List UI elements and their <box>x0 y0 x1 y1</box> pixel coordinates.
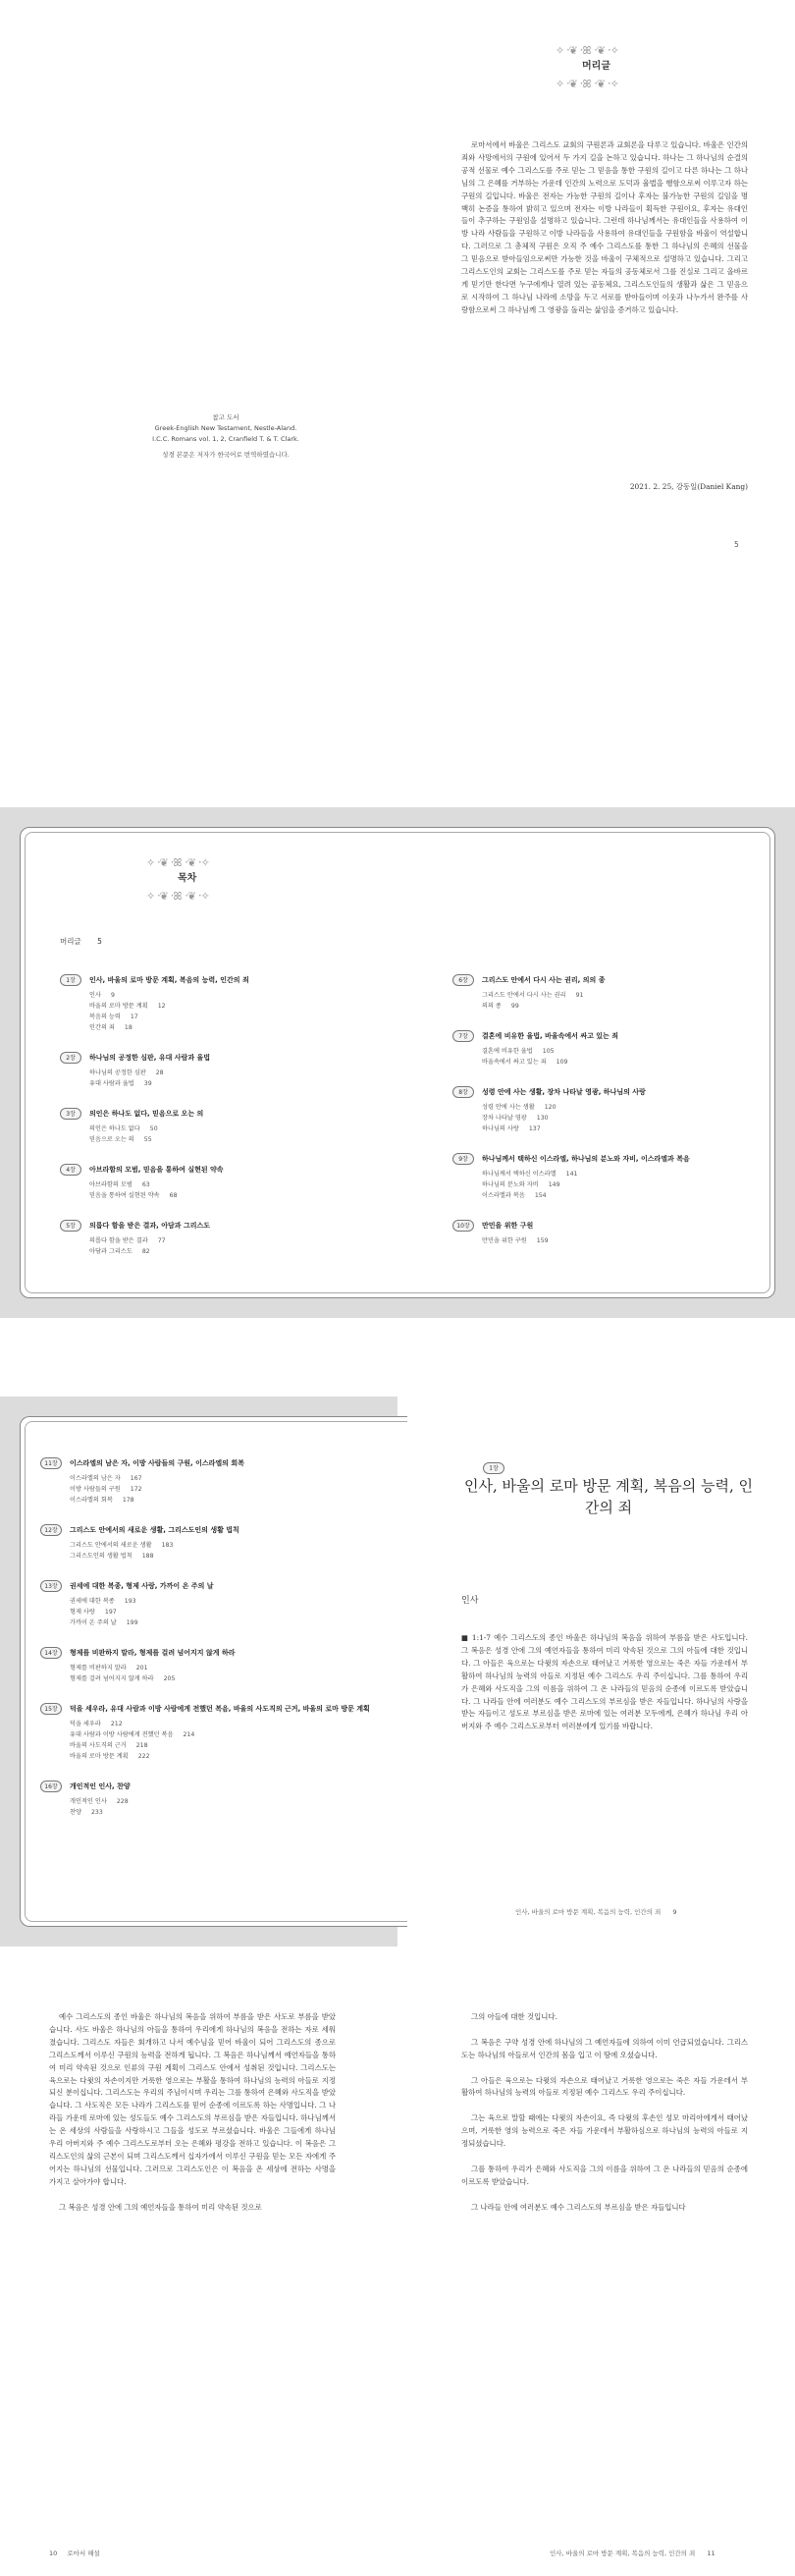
toc-item-label: 개인적인 인사 <box>70 1798 107 1805</box>
ornament-top: ✧᠂❦᠂ꕤ᠂❦᠂✧ <box>146 856 210 869</box>
toc-item-page: 99 <box>510 1003 519 1010</box>
toc-item[interactable] <box>482 1113 690 1124</box>
chapter-badge: 5장 <box>60 1220 81 1232</box>
toc-item-page: 205 <box>163 1675 176 1682</box>
toc-item-list <box>482 1102 690 1134</box>
ornament-bottom: ✧᠂❦᠂ꕤ᠂❦᠂✧ <box>556 78 619 90</box>
toc-item-page: 28 <box>155 1069 164 1076</box>
toc-preface-page: 5 <box>97 937 102 946</box>
toc-item-list <box>70 1663 370 1684</box>
paragraph: 그 복음은 구약 성경 안에 하나님의 그 예언자들에 의하여 이미 언급되었습니다. 그리스도는 하나님의 아들로서 인간의 몸을 입고 이 땅에 오셨습니다. <box>461 2037 748 2059</box>
paragraph: 그를 통하여 우리가 은혜와 사도직을 그의 이름을 위하여 그 온 나라들의 믿음의 순종에 이르도록 받았습니다. <box>461 2164 748 2186</box>
chapter-badge: 8장 <box>452 1086 474 1098</box>
toc-title: 목차 <box>178 873 197 884</box>
toc-item[interactable] <box>89 990 249 1001</box>
toc-preface-label: 머리글 <box>60 937 81 946</box>
toc-item-list <box>70 1719 370 1762</box>
toc-item-page: 167 <box>130 1475 142 1482</box>
toc-chapter-title: 이스라엘의 남은 자, 이방 사람들의 구원, 이스라엘의 회복 <box>70 1459 244 1467</box>
chapter-badge: 6장 <box>452 974 474 986</box>
toc-item-label: 형제 사랑 <box>70 1609 95 1616</box>
toc-chapter <box>40 1579 370 1628</box>
toc-spread <box>0 807 795 1318</box>
chapter-badge: 1장 <box>60 974 81 986</box>
toc-item-page: 105 <box>542 1048 555 1055</box>
toc-column-left <box>60 973 249 1275</box>
toc-item-label: 인간의 죄 <box>89 1024 115 1031</box>
ornament-top: ✧᠂❦᠂ꕤ᠂❦᠂✧ <box>556 44 619 57</box>
toc-item-label: 장차 나타날 영광 <box>482 1115 527 1122</box>
toc-chapter <box>40 1456 370 1506</box>
toc-chapter-row[interactable] <box>452 1029 690 1043</box>
toc-item[interactable] <box>482 1001 690 1012</box>
chapter-badge: 11장 <box>40 1457 62 1469</box>
toc-item-page: 197 <box>104 1609 117 1616</box>
toc-item-page: 183 <box>161 1542 174 1549</box>
toc-item-page: 178 <box>122 1497 134 1504</box>
toc-item-label: 이스라엘과 복음 <box>482 1192 525 1199</box>
running-footer <box>515 1907 677 1916</box>
toc-item-label: 유대 사람과 이방 사람에게 전했던 복음 <box>70 1731 174 1738</box>
toc-chapter-title: 성령 안에 사는 생활, 장차 나타날 영광, 하나님의 사랑 <box>482 1088 646 1096</box>
toc-item[interactable] <box>482 1057 690 1068</box>
toc-item-page: 218 <box>135 1742 148 1749</box>
left-footer <box>49 2549 100 2557</box>
toc-item-list <box>89 1068 249 1089</box>
toc-item-page: 222 <box>137 1753 150 1760</box>
toc-item-label: 아브라함의 모범 <box>89 1181 132 1188</box>
toc-item-label: 아담과 그리스도 <box>89 1248 132 1255</box>
toc-item-list <box>70 1540 370 1562</box>
toc-item[interactable] <box>70 1719 370 1729</box>
toc-item-label: 하나님의 사랑 <box>482 1125 519 1132</box>
toc-item[interactable] <box>89 1012 249 1022</box>
paragraph: 그 아들은 육으로는 다윗의 자손으로 태어났고 거룩한 영으로는 죽은 자들 가운데서 부활하여 하나님의 능력의 아들로 지정된 예수 그리스도 우리 주이십니다. <box>461 2075 748 2098</box>
toc-item[interactable] <box>89 1022 249 1033</box>
toc-item-page: 39 <box>143 1080 152 1087</box>
toc-chapter <box>60 1051 249 1089</box>
toc-item-page: 18 <box>124 1024 132 1031</box>
references-heading: 참고 도서 <box>212 413 239 421</box>
toc-item-label: 이스라엘의 회복 <box>70 1497 113 1504</box>
toc-item-label: 형제를 걸려 넘어지지 않게 하라 <box>70 1675 154 1682</box>
toc-item-page: 17 <box>130 1014 138 1020</box>
reference-line: Greek-English New Testament, Nestle-Aland. <box>154 424 297 432</box>
toc-item[interactable] <box>89 1124 249 1134</box>
toc-chapter-row[interactable] <box>40 1646 370 1660</box>
paragraph: 그는 육으로 말할 때에는 다윗의 자손이요, 즉 다윗의 후손인 성모 마리아에게서 태어났으며, 거룩한 영의 능력으로 죽은 자들 가운데서 부활하심으로 하나님의 능력의 아들로 지정되셨습니다. <box>461 2113 748 2149</box>
toc-item-page: 82 <box>141 1248 150 1255</box>
toc-chapter-row[interactable] <box>452 1219 690 1233</box>
toc-item-page: 137 <box>528 1125 541 1132</box>
chapter1-title: 인사, 바울의 로마 방문 계획, 복음의 능력, 인간의 죄 <box>463 1477 753 1516</box>
toc-item-page: 77 <box>157 1237 166 1244</box>
toc-chapter <box>452 1219 690 1246</box>
toc-item[interactable] <box>70 1540 370 1551</box>
toc-item-page: 109 <box>556 1059 568 1066</box>
toc-chapter <box>40 1523 370 1562</box>
toc-frame <box>20 827 775 1298</box>
toc-chapter <box>452 1152 690 1201</box>
toc-item-list <box>70 1473 370 1506</box>
toc-column-right <box>452 973 690 1264</box>
paragraph: 예수 그리스도의 종인 바울은 하나님의 복음을 위하여 부름을 받은 사도로 부름을 받았습니다. 사도 바울은 하나님의 아들을 통하여 우리에게 하나님의 복음을 전하는 자로 세워졌습니다. 그리스도 자들은 회개하고 나서 예수님을 믿어 바울이 되어 그리스도의 종으로 그리스도께서 이루신 구원의 능력을 전하게 됩니다. 그 복음은 하나님께서 예언자들을 통하여 미리 약속된 것으로 인류의 구원 계획이 그리스도 안에서 성취된 것입니다. 그리스도는 육으로는 다윗의 자손이지만 거룩한 영으로는 부활을 통하여 하나님의 능력의 아들로 지정되신 분이십니다. 그리스도는 우리의 주님이시며 우리는 그를 통하여 은혜와 사도직을 받았습니다. 그 사도직은 모든 나라가 그리스도를 믿어 순종에 이르도록 하는 사명입니다. 그 나라들 가운데 로마에 있는 성도들도 예수 그리스도의 부르심을 받은 자들입니다. 하나님께서는 온 세상의 사람들을 사랑하시고 그들을 성도로 부르셨습니다. 바울은 그들에게 하나님 우리 아버지와 주 예수 그리스도로부터 오는 은혜와 평강을 전하고 있습니다. 이 복음은 그리스도인의 삶의 근본이 되며 그리스도께서 십자가에서 이루신 구원을 믿는 모든 자에게 주어지는 하나님의 선물입니다. 그러므로 그리스도인은 이 복음을 온 세상에 전하는 사명을 가지고 살아가야 합니다. <box>49 2012 336 2186</box>
toc-item-label: 가까이 온 주의 날 <box>70 1619 117 1626</box>
page-number: 9 <box>672 1908 677 1916</box>
toc-item-label: 바울의 로마 방문 계획 <box>70 1753 129 1760</box>
toc-item[interactable] <box>70 1596 370 1607</box>
toc-chapter <box>60 1163 249 1201</box>
ornament-bottom: ✧᠂❦᠂ꕤ᠂❦᠂✧ <box>146 890 210 903</box>
toc-item-label: 하나님의 공정한 심판 <box>89 1069 146 1076</box>
toc-item-page: 149 <box>548 1181 560 1188</box>
toc-item-page: 68 <box>169 1192 178 1199</box>
toc-chapter-row[interactable] <box>452 1152 690 1166</box>
toc-chapter-row[interactable] <box>60 1107 249 1121</box>
toc-item[interactable] <box>89 1246 249 1257</box>
toc-item-label: 그리스도인의 생활 법칙 <box>70 1553 132 1560</box>
toc-chapter-row[interactable] <box>60 1163 249 1177</box>
toc-item-page: 55 <box>143 1136 152 1143</box>
toc-item-page: 120 <box>544 1104 556 1111</box>
toc-chapter-title: 그리스도 안에서의 새로운 생활, 그리스도인의 생활 법칙 <box>70 1526 239 1534</box>
chapter-badge: 7장 <box>452 1030 474 1042</box>
paragraph: 그 복음은 성경 안에 그의 예언자들을 통하여 미리 약속된 것으로 <box>59 2202 262 2212</box>
toc-item-label: 믿음으로 오는 의 <box>89 1136 134 1143</box>
toc-item-list <box>89 1235 249 1257</box>
chapter-badge: 3장 <box>60 1108 81 1120</box>
chapter-badge: 16장 <box>40 1781 62 1792</box>
preface-signature: 2021. 2. 25, 강동일(Daniel Kang) <box>629 482 748 491</box>
chapter-badge: 1장 <box>483 1462 504 1474</box>
chapter-badge: 10장 <box>452 1220 474 1232</box>
toc-item-page: 9 <box>110 992 115 999</box>
toc-item[interactable] <box>89 1190 249 1201</box>
toc-item-label: 그리스도 안에서 다시 사는 권리 <box>482 992 566 999</box>
toc-item[interactable] <box>70 1807 370 1818</box>
paragraph: 그 나라들 안에 여러분도 예수 그리스도의 부르심을 받은 자들입니다 <box>471 2202 686 2212</box>
footer-text: 인사, 바울의 로마 방문 계획, 복음의 능력, 인간의 죄 <box>550 2549 696 2557</box>
toc-chapter-title: 하나님의 공정한 심판, 유대 사람과 율법 <box>89 1054 211 1062</box>
preface-body: 로마서에서 바울은 그리스도 교회의 구원론과 교회론을 다루고 있습니다. 바울은 인간의 죄와 사망에서의 구원에 있어서 두 가지 길을 논하고 있습니다. 하나는 그 하나님의 순결의 공적 선물로 예수 그리스도를 주로 믿는 그 믿음을 통한 구원의 길이고 다른 하나는 그 하나님의 그 은혜를 거부하는 가운데 인간의 노력으로 도덕과 율법을 행함으로써 이루고자 하는 구원의 길입니다. 바울은 전자는 가능한 구원의 길이나 후자는 불가능한 구원의 길임을 명백히 논증을 통하여 밝히고 있으며 전자는 이방 나라들이 획득한 구원이요, 후자는 유대인들이 추구하는 구원임을 설명하고 있습니다. 그런데 하나님께서는 유대인들을 사용하여 이방 나라 사람들을 구원하고 이방 나라들을 사용하여 유대인들을 구원함을 바울이 역설합니다. 그러므로 그 총체적 구원은 오직 주 예수 그리스도를 통한 그 하나님의 은혜의 선물을 그 믿음으로 받아들임으로써만 가능한 것을 바울이 구체적으로 설명하고 있습니다. 그리고 그리스도인의 교회는 그리스도를 주로 믿는 자들의 공동체로서 그를 진실로 그리고 올바르게 믿기만 한다면 누구에게나 열려 있는 공동체요, 그리스도인들의 생활과 삶은 그 믿음으로 시작하여 그 하나님 나라에 소망을 두고 서로를 받아들이며 이웃과 나누가서 완주를 사랑함으로써 그 하나님께 그 영광을 돌리는 삶임을 증거하고 있습니다. <box>461 140 748 314</box>
toc-item-label: 바울의 사도직의 근거 <box>70 1742 127 1749</box>
toc-item[interactable] <box>89 1235 249 1246</box>
toc-item-label: 형제를 비판하지 말라 <box>70 1665 127 1672</box>
chapter-badge: 12장 <box>40 1524 62 1536</box>
toc-chapter-row[interactable] <box>452 1085 690 1099</box>
toc-chapter <box>60 1107 249 1145</box>
toc-chapter-title: 권세에 대한 복종, 형제 사랑, 가까이 온 주의 날 <box>70 1582 214 1590</box>
toc-chapter-title: 하나님께서 택하신 이스라엘, 하나님의 분노와 자비, 이스라엘과 복음 <box>482 1155 690 1163</box>
toc-item[interactable] <box>70 1617 370 1628</box>
chapter-badge: 9장 <box>452 1153 474 1165</box>
page-number: 11 <box>707 2549 716 2557</box>
toc-item-label: 유대 사람과 율법 <box>89 1080 134 1087</box>
right-page-body <box>461 2011 748 2214</box>
toc-chapter <box>40 1646 370 1684</box>
chapter-badge: 15장 <box>40 1703 62 1715</box>
toc-item[interactable] <box>482 1179 690 1190</box>
body-spread <box>0 1984 795 2576</box>
toc-item-page: 233 <box>90 1809 103 1816</box>
toc-chapter-title: 결혼에 비유한 율법, 바울속에서 싸고 있는 죄 <box>482 1032 618 1040</box>
toc-chapter <box>452 1085 690 1134</box>
toc-item-label: 의의 종 <box>482 1003 502 1010</box>
toc-item-list <box>89 990 249 1033</box>
toc-item[interactable] <box>70 1473 370 1484</box>
toc-chapter-row[interactable] <box>40 1523 370 1537</box>
toc-item[interactable] <box>482 1235 690 1246</box>
toc-item[interactable] <box>70 1751 370 1762</box>
toc-chapter-title: 그리스도 안에서 다시 사는 권리, 의의 종 <box>482 976 606 984</box>
toc-item-page: 228 <box>116 1798 129 1805</box>
toc-item-list <box>482 1046 690 1068</box>
toc-item-label: 하나님의 분노와 자비 <box>482 1181 539 1188</box>
chapter-badge: 2장 <box>60 1052 81 1064</box>
toc-item-page: 91 <box>575 992 584 999</box>
page-number: 10 <box>49 2549 58 2557</box>
toc-item-label: 인사 <box>89 992 101 999</box>
toc-chapter-title: 만민을 위한 구원 <box>482 1222 534 1230</box>
toc-item-page: 199 <box>126 1619 138 1626</box>
toc-item[interactable] <box>482 1169 690 1179</box>
references-block <box>118 412 334 461</box>
preface-spread <box>0 0 795 589</box>
toc-item[interactable] <box>89 1134 249 1145</box>
toc-continued-frame <box>20 1416 407 1927</box>
toc-chapter-row[interactable] <box>452 973 690 987</box>
section-heading: 인사 <box>461 1596 479 1606</box>
toc-item-label: 의인은 하나도 없다 <box>89 1125 140 1132</box>
toc-item-label: 믿음을 통하여 실현된 약속 <box>89 1192 160 1199</box>
toc-item-page: 201 <box>135 1665 148 1672</box>
toc-item-list <box>482 1169 690 1201</box>
toc-item-page: 172 <box>130 1486 142 1493</box>
toc-chapter-title: 덕을 세우라, 유대 사람과 이방 사람에게 전했던 복음, 바울의 사도직의 근거, 바울의 로마 방문 계획 <box>70 1705 370 1713</box>
right-footer <box>550 2549 716 2557</box>
toc-chapter-row[interactable] <box>40 1456 370 1470</box>
toc-item-list <box>70 1796 370 1818</box>
toc-item-label: 성령 안에 사는 생활 <box>482 1104 535 1111</box>
toc-item-label: 바울의 로마 방문 계획 <box>89 1003 148 1010</box>
toc-chapter-title: 형제를 비판하지 말라, 형제를 걸려 넘어지지 않게 하라 <box>70 1649 236 1657</box>
toc-item[interactable] <box>482 1190 690 1201</box>
toc-item-label: 찬양 <box>70 1809 81 1816</box>
footer-text: 로마서 해설 <box>67 2549 100 2557</box>
chapter1-badge <box>483 1455 504 1474</box>
toc-item-page: 50 <box>149 1125 158 1132</box>
toc-preface-entry[interactable] <box>60 936 102 947</box>
toc-item[interactable] <box>70 1729 370 1740</box>
toc-chapter-title: 의롭다 함을 받은 결과, 아담과 그리스도 <box>89 1222 211 1230</box>
toc-chapter <box>60 1219 249 1257</box>
toc-item[interactable] <box>70 1663 370 1673</box>
toc-item-list <box>482 990 690 1012</box>
toc-item-label: 이스라엘의 남은 자 <box>70 1475 121 1482</box>
toc-chapter <box>40 1780 370 1818</box>
toc-chapter-title: 의인은 하나도 없다, 믿음으로 오는 의 <box>89 1110 204 1118</box>
toc-item[interactable] <box>482 990 690 1001</box>
toc-item-label: 복음의 능력 <box>89 1014 121 1020</box>
toc-item[interactable] <box>482 1046 690 1057</box>
toc-item[interactable] <box>482 1124 690 1134</box>
toc-item[interactable] <box>70 1551 370 1562</box>
toc-chapter-row[interactable] <box>40 1780 370 1793</box>
toc-chapter-row[interactable] <box>60 1051 249 1065</box>
toc-item-label: 이방 사람들의 구원 <box>70 1486 121 1493</box>
toc-item-page: 212 <box>110 1721 123 1727</box>
toc-chapter-title: 개인적인 인사, 찬양 <box>70 1782 131 1790</box>
toc-chapter-row[interactable] <box>60 1219 249 1233</box>
toc-item-page: 141 <box>565 1171 578 1178</box>
toc-item[interactable] <box>89 1179 249 1190</box>
paragraph: 그의 아들에 대한 것입니다. <box>471 2012 557 2021</box>
toc-item[interactable] <box>70 1673 370 1684</box>
toc-item-list <box>70 1596 370 1628</box>
toc-item-page: 63 <box>141 1181 150 1188</box>
chapter-badge: 4장 <box>60 1164 81 1176</box>
reference-note: 성경 본문은 저자가 한국어로 번역하였습니다. <box>162 451 290 459</box>
toc-item-page: 130 <box>536 1115 549 1122</box>
toc-item-label: 권세에 대한 복종 <box>70 1598 115 1605</box>
toc-item-label: 덕을 세우라 <box>70 1721 101 1727</box>
toc-item[interactable] <box>70 1484 370 1495</box>
toc-chapter1-spread <box>0 1397 795 1946</box>
toc-item-label: 하나님께서 택하신 이스라엘 <box>482 1171 556 1178</box>
toc-item-list <box>89 1179 249 1201</box>
toc-item[interactable] <box>70 1495 370 1506</box>
toc-chapter-title: 아브라함의 모범, 믿음을 통하여 실현된 약속 <box>89 1166 224 1174</box>
toc-item-page: 188 <box>141 1553 154 1560</box>
toc-item-label: 그리스도 안에서의 새로운 생활 <box>70 1542 152 1549</box>
chapter-badge: 13장 <box>40 1580 62 1592</box>
chapter-badge: 14장 <box>40 1647 62 1659</box>
toc-item-page: 12 <box>157 1003 166 1010</box>
chapter1-body: ■ 1:1-7 예수 그리스도의 종인 바울은 하나님의 복음을 위하여 부름을 받은 사도입니다. 그 복음은 성경 안에 그의 예언자들을 통하여 미리 약속된 것으로 그의 아들에 대한 것입니다. 그 아들은 육으로는 다윗의 자손으로 태어났고 거룩한 영으로는 죽은 자들 가운데서 부활하여 하나님의 능력의 아들로 지정된 예수 그리스도 우리 주이십니다. 그를 통하여 우리가 은혜와 사도직을 그의 이름을 위하여 그 온 나라들의 믿음의 순종에 이르도록 받았습니다. 그 나라들 안에 여러분도 예수 그리스도의 부르심을 받은 자들입니다. 하나님의 사랑을 받는 자들이고 성도로 부르심을 받은 로마에 있는 여러분 모두에게, 은혜가 하나님 우리 아버지와 주 예수 그리스도로부터 여러분에게 있기를 바랍니다. <box>461 1633 748 1731</box>
toc-item[interactable] <box>482 1102 690 1113</box>
footer-text: 인사, 바울의 로마 방문 계획, 복음의 능력, 인간의 죄 <box>515 1908 662 1916</box>
toc-item-label: 결혼에 비유한 율법 <box>482 1048 533 1055</box>
page-number: 5 <box>734 540 739 549</box>
toc-item-label: 바울속에서 싸고 있는 죄 <box>482 1059 547 1066</box>
reference-line: I.C.C. Romans vol. 1, 2, Cranfield T. & T. Clark. <box>152 435 299 443</box>
toc-chapter-row[interactable] <box>40 1702 370 1716</box>
toc-item-page: 154 <box>534 1192 547 1199</box>
toc-chapter-row[interactable] <box>60 973 249 987</box>
preface-title: 머리글 <box>582 61 610 72</box>
toc-chapter-row[interactable] <box>40 1579 370 1593</box>
toc-chapter <box>452 973 690 1012</box>
toc-item-page: 214 <box>183 1731 195 1738</box>
toc-item-list <box>89 1124 249 1145</box>
toc-chapter <box>60 973 249 1033</box>
toc-item-label: 의롭다 함을 받은 결과 <box>89 1237 148 1244</box>
toc-item[interactable] <box>89 1001 249 1012</box>
left-page-body <box>49 2011 336 2214</box>
toc-column-continued <box>40 1456 370 1836</box>
toc-item-list <box>482 1235 690 1246</box>
toc-item-page: 193 <box>124 1598 136 1605</box>
toc-item[interactable] <box>89 1068 249 1078</box>
toc-item[interactable] <box>89 1078 249 1089</box>
toc-item[interactable] <box>70 1796 370 1807</box>
toc-chapter-title: 인사, 바울의 로마 방문 계획, 복음의 능력, 인간의 죄 <box>89 976 249 984</box>
toc-chapter <box>452 1029 690 1068</box>
toc-item[interactable] <box>70 1740 370 1751</box>
toc-item[interactable] <box>70 1607 370 1617</box>
toc-chapter <box>40 1702 370 1762</box>
toc-item-page: 159 <box>536 1237 549 1244</box>
toc-item-label: 만민을 위한 구원 <box>482 1237 527 1244</box>
